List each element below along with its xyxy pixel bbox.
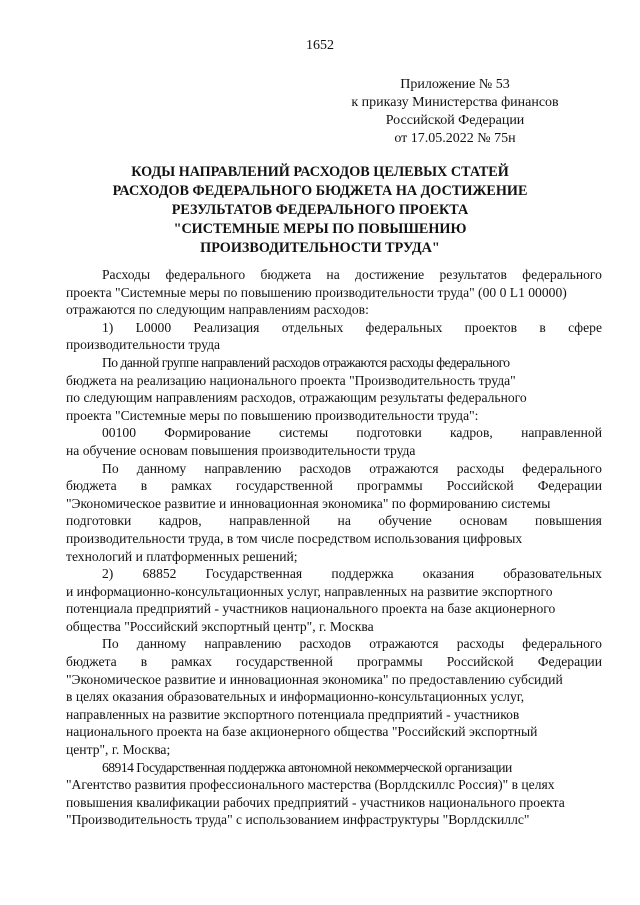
word: 1) bbox=[102, 319, 114, 335]
paragraph-code-00100 bbox=[66, 424, 602, 459]
text-line: повышения квалификации рабочих предприятий - участников национального проекта bbox=[66, 794, 565, 810]
appendix-block bbox=[320, 76, 590, 148]
appendix-line: Российской Федерации bbox=[385, 113, 525, 128]
text-line: проекта "Системные меры по повышению производительности труда" (00 0 L1 00000) bbox=[66, 284, 567, 300]
title-line: РЕЗУЛЬТАТОВ ФЕДЕРАЛЬНОГО ПРОЕКТА bbox=[171, 202, 469, 218]
word: оказания bbox=[422, 566, 475, 582]
word: Российской bbox=[446, 654, 514, 670]
word: расходы bbox=[456, 460, 505, 476]
word: повышения bbox=[534, 513, 602, 529]
word: По bbox=[102, 460, 119, 476]
text-line bbox=[66, 635, 602, 653]
text-line: "Экономическое развитие и инновационная экономика" по предоставлению субсидий bbox=[66, 671, 563, 687]
word: образовательных bbox=[503, 566, 602, 582]
text-line bbox=[66, 460, 602, 478]
appendix-line: к приказу Министерства финансов bbox=[351, 95, 559, 110]
text-line: производительности труда, в том числе посредством использования цифровых bbox=[66, 530, 523, 546]
text-line bbox=[66, 512, 602, 530]
word: По bbox=[102, 636, 119, 652]
text-line: общества "Российский экспортный центр", г. Москва bbox=[66, 618, 374, 634]
word: сфере bbox=[568, 319, 602, 335]
text-line bbox=[66, 565, 602, 583]
document-title bbox=[80, 163, 560, 258]
word: направленной bbox=[229, 513, 311, 529]
word: направлению bbox=[204, 636, 282, 652]
word: направленной bbox=[521, 425, 602, 441]
word: рамках bbox=[171, 654, 212, 670]
word: в bbox=[140, 478, 148, 494]
text-line: "Производительность труда" с использованием инфраструктуры "Ворлдскиллс" bbox=[66, 812, 530, 828]
text-line: "Агентство развития профессионального мастерства (Ворлдскиллс Россия)" в целях bbox=[66, 777, 555, 793]
word: 00100 bbox=[102, 425, 136, 441]
word: Реализация bbox=[193, 319, 260, 335]
paragraph-intro bbox=[66, 266, 602, 319]
text-line: и информационно-консультационных услуг, направленных на развитие экспортного bbox=[66, 583, 553, 599]
text-line: бюджета на реализацию национального проекта "Производительность труда" bbox=[66, 372, 516, 388]
word: бюджета bbox=[66, 478, 117, 494]
text-line bbox=[66, 424, 602, 442]
word: 68852 bbox=[142, 566, 177, 582]
text-line: По данной группе направлений расходов отражаются расходы федерального bbox=[102, 354, 510, 370]
paragraph-code-68852-description bbox=[66, 635, 602, 758]
text-line: потенциала предприятий - участников национального проекта на базе акционерного bbox=[66, 601, 556, 617]
text-line bbox=[66, 477, 602, 495]
word: расходов bbox=[299, 460, 352, 476]
text-line: национального проекта на базе акционерного общества "Российский экспортный bbox=[66, 724, 538, 740]
paragraph-code-00100-description bbox=[66, 460, 602, 566]
text-line: технологий и платформенных решений; bbox=[66, 548, 298, 564]
word: федерального bbox=[522, 267, 602, 282]
word: рамках bbox=[171, 478, 212, 494]
word: в bbox=[539, 319, 546, 335]
word: Формирование bbox=[164, 425, 251, 441]
text-line: в целях оказания образовательных и информационно-консультационных услуг, bbox=[66, 689, 525, 705]
word: в bbox=[140, 654, 148, 670]
word: федеральных bbox=[365, 319, 443, 335]
word: Государственная bbox=[205, 566, 303, 582]
title-line: "СИСТЕМНЫЕ МЕРЫ ПО ПОВЫШЕНИЮ bbox=[173, 221, 467, 237]
word: системы bbox=[279, 425, 329, 441]
title-line: ПРОИЗВОДИТЕЛЬНОСТИ ТРУДА" bbox=[200, 240, 440, 256]
word: основам bbox=[459, 513, 508, 529]
word: данному bbox=[136, 636, 187, 652]
word: подготовки bbox=[66, 513, 132, 529]
word: программы bbox=[356, 654, 423, 670]
word: 2) bbox=[102, 566, 114, 582]
word: Федерации bbox=[537, 478, 602, 494]
paragraph-code-68914 bbox=[66, 759, 602, 829]
text-line: центр", г. Москва; bbox=[66, 742, 171, 758]
word: федерального bbox=[522, 460, 602, 476]
word: расходы bbox=[456, 636, 505, 652]
text-line: "Экономическое развитие и инновационная экономика" по формированию системы bbox=[66, 495, 551, 511]
word: данному bbox=[136, 460, 187, 476]
word: результатов bbox=[439, 267, 507, 282]
title-line: РАСХОДОВ ФЕДЕРАЛЬНОГО БЮДЖЕТА НА ДОСТИЖЕНИЕ bbox=[112, 183, 528, 199]
appendix-line: Приложение № 53 bbox=[400, 77, 510, 92]
word: проектов bbox=[464, 319, 518, 335]
text-line: отражаются по следующим направлениям расходов: bbox=[66, 302, 369, 318]
page-number: 1652 bbox=[306, 38, 334, 53]
word: государственной bbox=[236, 654, 333, 670]
word: Расходы bbox=[102, 267, 151, 282]
word: Федерации bbox=[537, 654, 602, 670]
word: направлению bbox=[204, 460, 282, 476]
text-line: проекта "Системные меры по повышению производительности труда": bbox=[66, 407, 479, 423]
word: федерального bbox=[165, 267, 246, 282]
word: расходов bbox=[299, 636, 352, 652]
word: кадров, bbox=[450, 425, 493, 441]
document-body bbox=[66, 266, 602, 829]
word: программы bbox=[356, 478, 423, 494]
word: бюджета bbox=[66, 654, 117, 670]
appendix-line: от 17.05.2022 № 75н bbox=[394, 131, 516, 146]
text-line: по следующим направлениям расходов, отражающим результаты федерального bbox=[66, 390, 527, 406]
title-line: КОДЫ НАПРАВЛЕНИЙ РАСХОДОВ ЦЕЛЕВЫХ СТАТЕЙ bbox=[131, 164, 509, 180]
paragraph-code-68852 bbox=[66, 565, 602, 635]
word: отражаются bbox=[369, 636, 439, 652]
word: достижение bbox=[355, 267, 425, 282]
text-line: направленных на развитие экспортного потенциала предприятий - участников bbox=[66, 706, 520, 722]
text-line: на обучение основам повышения производительности труда bbox=[66, 442, 416, 458]
word: L0000 bbox=[135, 319, 172, 335]
text-line bbox=[66, 266, 602, 284]
word: кадров, bbox=[158, 513, 202, 529]
word: бюджета bbox=[260, 267, 312, 282]
word: государственной bbox=[236, 478, 333, 494]
word: обучение bbox=[378, 513, 432, 529]
word: на bbox=[337, 513, 351, 529]
word: отражаются bbox=[369, 460, 439, 476]
word: подготовки bbox=[356, 425, 422, 441]
text-line bbox=[66, 653, 602, 671]
paragraph-item-1 bbox=[66, 319, 602, 354]
paragraph-group-description bbox=[66, 354, 602, 424]
text-line bbox=[66, 319, 602, 337]
text-line: 68914 Государственная поддержка автономной некоммерческой организации bbox=[102, 759, 512, 775]
word: федерального bbox=[522, 636, 602, 652]
word: отдельных bbox=[281, 319, 344, 335]
text-line: производительности труда bbox=[66, 337, 221, 353]
word: на bbox=[326, 267, 340, 282]
word: Российской bbox=[446, 478, 514, 494]
word: поддержка bbox=[331, 566, 394, 582]
